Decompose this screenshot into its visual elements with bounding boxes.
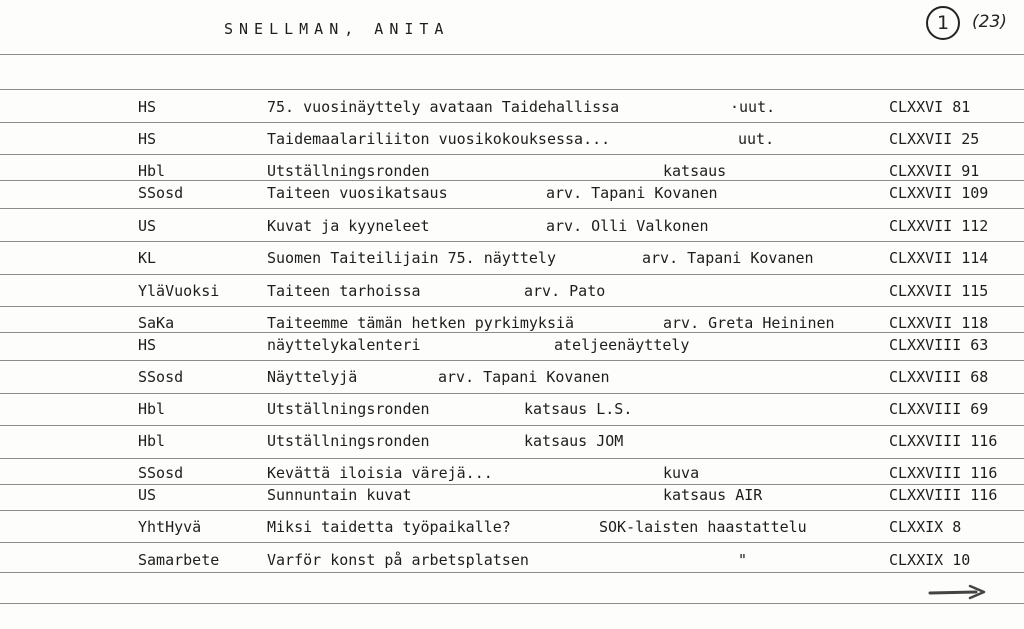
entry-source: HS <box>138 336 157 354</box>
entry-reference: CLXXVII 114 <box>889 249 989 267</box>
rule-line <box>0 425 1024 426</box>
rule-line <box>0 393 1024 394</box>
entry-note: katsaus L.S. <box>524 400 633 418</box>
entry-note: ateljeenäyttely <box>554 336 690 354</box>
entry-note: katsaus JOM <box>524 432 624 450</box>
entry-source: Hbl <box>138 162 166 180</box>
entry-note: arv. Olli Valkonen <box>546 217 709 235</box>
entry-note: katsaus AIR <box>663 486 763 504</box>
entry-reference: CLXXVII 91 <box>889 162 980 180</box>
rule-line <box>0 89 1024 90</box>
entry-note: arv. Pato <box>524 282 606 300</box>
card-number: 1 <box>936 12 950 34</box>
entry-source: HS <box>138 130 157 148</box>
rule-line <box>0 484 1024 485</box>
entry-reference: CLXXVIII 63 <box>889 336 989 354</box>
entry-title: 75. vuosinäyttely avataan Taidehallissa <box>267 98 620 116</box>
entry-reference: CLXXVIII 116 <box>889 486 998 504</box>
rule-line <box>0 458 1024 459</box>
entry-note: arv. Tapani Kovanen <box>642 249 814 267</box>
entry-source: US <box>138 486 157 504</box>
rule-line <box>0 208 1024 209</box>
entry-source: SSosd <box>138 184 184 202</box>
entry-note: arv. Greta Heininen <box>663 314 835 332</box>
card-title: SNELLMAN, ANITA <box>224 20 450 38</box>
entry-title: Utställningsronden <box>267 432 430 450</box>
entry-title: Suomen Taiteilijain 75. näyttely <box>267 249 556 267</box>
entry-reference: CLXXIX 10 <box>889 551 971 569</box>
entry-reference: CLXXVIII 116 <box>889 432 998 450</box>
entry-title: Kevättä iloisia värejä... <box>267 464 493 482</box>
rule-line <box>0 154 1024 155</box>
entry-source: Hbl <box>138 432 166 450</box>
entry-source: Samarbete <box>138 551 220 569</box>
entry-reference: CLXXVII 112 <box>889 217 989 235</box>
rule-line <box>0 306 1024 307</box>
entry-note: kuva <box>663 464 700 482</box>
entry-title: Taiteen tarhoissa <box>267 282 421 300</box>
card-number-circled <box>926 6 960 40</box>
entry-reference: CLXXVIII 69 <box>889 400 989 418</box>
entry-note: katsaus <box>663 162 727 180</box>
entry-source: KL <box>138 249 157 267</box>
entry-title: Varför konst på arbetsplatsen <box>267 551 529 569</box>
entry-source: YläVuoksi <box>138 282 220 300</box>
entry-source: US <box>138 217 157 235</box>
entry-title: Kuvat ja kyyneleet <box>267 217 430 235</box>
entry-title: Utställningsronden <box>267 400 430 418</box>
rule-line <box>0 360 1024 361</box>
entry-title: Taiteemme tämän hetken pyrkimyksiä <box>267 314 575 332</box>
entry-title: Miksi taidetta työpaikalle? <box>267 518 511 536</box>
rule-line <box>0 332 1024 333</box>
entry-reference: CLXXVI 81 <box>889 98 971 116</box>
entry-title: Näyttelyjä <box>267 368 358 386</box>
entry-reference: CLXXIX 8 <box>889 518 962 536</box>
rule-line <box>0 54 1024 55</box>
rule-line <box>0 180 1024 181</box>
entry-title: Sunnuntain kuvat <box>267 486 412 504</box>
entry-reference: CLXXVIII 116 <box>889 464 998 482</box>
entry-note: uut. <box>738 130 775 148</box>
entry-reference: CLXXVII 115 <box>889 282 989 300</box>
entry-title: Utställningsronden <box>267 162 430 180</box>
entry-reference: CLXXVIII 68 <box>889 368 989 386</box>
rule-line <box>0 510 1024 511</box>
entry-note: arv. Tapani Kovanen <box>546 184 718 202</box>
entry-source: SSosd <box>138 464 184 482</box>
rule-line <box>0 274 1024 275</box>
entry-note: arv. Tapani Kovanen <box>438 368 610 386</box>
entry-reference: CLXXVII 25 <box>889 130 980 148</box>
rule-line <box>0 241 1024 242</box>
entry-source: Hbl <box>138 400 166 418</box>
entry-source: YhtHyvä <box>138 518 202 536</box>
rule-line <box>0 122 1024 123</box>
continue-arrow-icon <box>928 583 988 601</box>
entry-reference: CLXXVII 109 <box>889 184 989 202</box>
rule-line <box>0 603 1024 604</box>
entry-note: ·uut. <box>730 98 776 116</box>
entry-title: Taiteen vuosikatsaus <box>267 184 448 202</box>
rule-line <box>0 542 1024 543</box>
entry-title: näyttelykalenteri <box>267 336 421 354</box>
card-total: (23) <box>972 12 1007 32</box>
entry-title: Taidemaalariliiton vuosikokouksessa... <box>267 130 611 148</box>
rule-line <box>0 572 1024 573</box>
entry-note: " <box>738 551 748 569</box>
entry-source: SaKa <box>138 314 175 332</box>
entry-reference: CLXXVII 118 <box>889 314 989 332</box>
entry-source: HS <box>138 98 157 116</box>
entry-note: SOK-laisten haastattelu <box>599 518 807 536</box>
entry-source: SSosd <box>138 368 184 386</box>
